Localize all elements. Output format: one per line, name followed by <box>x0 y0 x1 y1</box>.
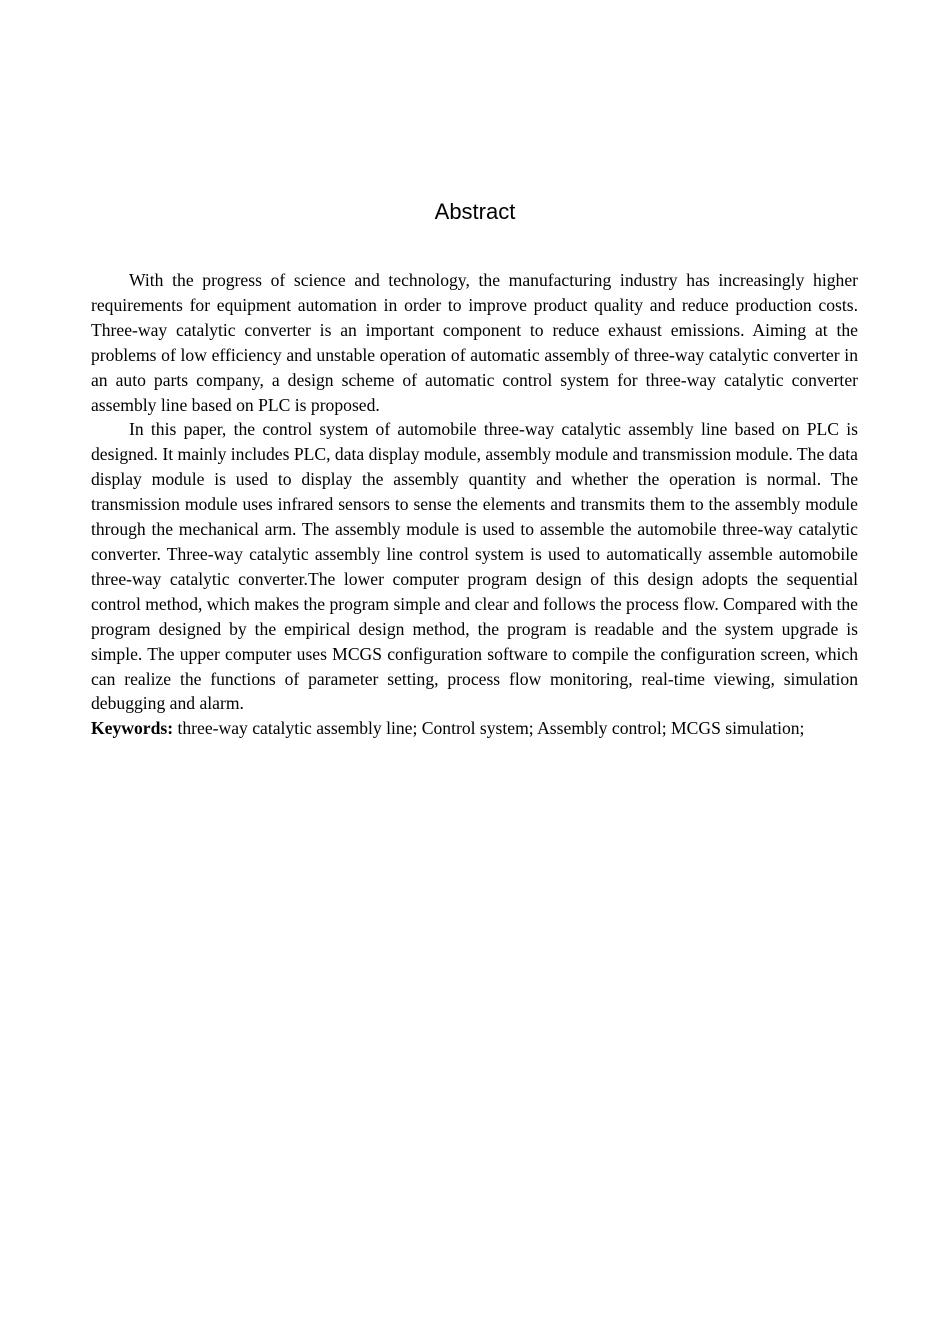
abstract-paragraph-1: With the progress of science and technology, the manufacturing industry has increasingly higher requirements for equipment automation in order to improve product quality and reduce production costs. Three-way catalytic converter is an important component to reduce exhaust emissions. Aiming at the problems of low efficiency and unstable operation of automatic assembly of three-way catalytic converter in an auto parts company, a design scheme of automatic control system for three-way catalytic converter assembly line based on PLC is proposed. <box>91 270 858 415</box>
keywords-label: Keywords: <box>91 718 174 739</box>
abstract-title: Abstract <box>434 199 516 224</box>
abstract-body <box>91 268 858 741</box>
keywords-text: three-way catalytic assembly line; Control system; Assembly control; MCGS simulation; <box>177 718 805 739</box>
keywords-line <box>91 716 858 741</box>
abstract-paragraph-2: In this paper, the control system of automobile three-way catalytic assembly line based on PLC is designed. It mainly includes PLC, data display module, assembly module and transmission module. The data display module is used to display the assembly quantity and whether the operation is normal. The transmission module uses infrared sensors to sense the elements and transmits them to the assembly module through the mechanical arm. The assembly module is used to assemble the automobile three-way catalytic converter. Three-way catalytic assembly line control system is used to automatically assemble automobile three-way catalytic converter.The lower computer program design of this design adopts the sequential control method, which makes the program simple and clear and follows the process flow. Compared with the program designed by the empirical design method, the program is readable and the system upgrade is simple. The upper computer uses MCGS configuration software to compile the configuration screen, which can realize the functions of parameter setting, process flow monitoring, real-time viewing, simulation debugging and alarm. <box>91 419 858 714</box>
